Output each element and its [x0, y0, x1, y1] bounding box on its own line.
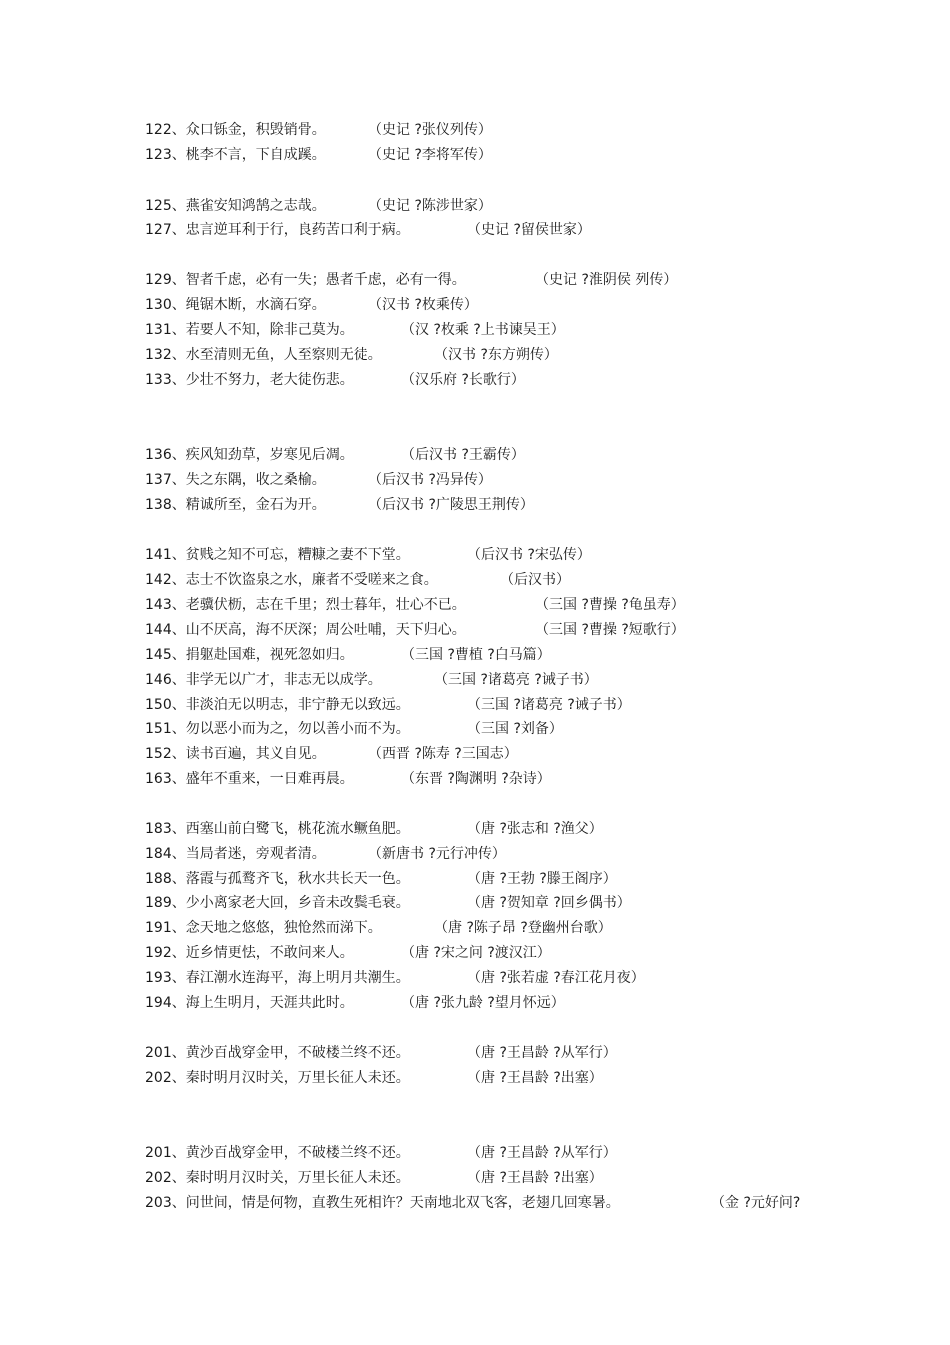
- quote-source: （唐 ?陈子昂 ?登幽州台歌）: [434, 920, 612, 936]
- quote-text: 春江潮水连海平，海上明月共潮生。: [185, 970, 410, 986]
- quote-source: （史记 ?李将军传）: [368, 147, 492, 163]
- line-number: 129、: [145, 272, 186, 288]
- quote-source: （唐 ?贺知章 ?回乡偶书）: [467, 895, 631, 911]
- quote-source: （唐 ?张若虚 ?春江花月夜）: [467, 970, 645, 986]
- quote-line: [145, 717, 563, 741]
- quote-source: （史记 ?张仪列传）: [368, 122, 492, 138]
- quote-text: 盛年不重来，一日难再晨。: [185, 771, 354, 787]
- line-number: 202、: [145, 1170, 186, 1186]
- quote-line: [145, 891, 631, 915]
- quote-line: [145, 194, 492, 218]
- quote-line: [145, 991, 565, 1015]
- quote-line: [145, 1066, 603, 1090]
- quote-source: （汉乐府 ?长歌行）: [401, 372, 525, 388]
- quote-text: 非淡泊无以明志，非宁静无以致远。: [185, 697, 410, 713]
- quote-line: [145, 143, 492, 167]
- quote-line: [145, 293, 478, 317]
- quote-text: 山不厌高，海不厌深；周公吐哺，天下归心。: [185, 622, 466, 638]
- quote-text: 若要人不知，除非己莫为。: [185, 322, 354, 338]
- quote-source: （唐 ?王昌龄 ?出塞）: [467, 1070, 603, 1086]
- quote-line: [145, 1041, 617, 1065]
- quote-text: 黄沙百战穿金甲，不破楼兰终不还。: [185, 1045, 410, 1061]
- quote-text: 燕雀安知鸿鹄之志哉。: [185, 198, 326, 214]
- quote-text: 智者千虑，必有一失；愚者千虑，必有一得。: [185, 272, 466, 288]
- quote-text: 绳锯木断，水滴石穿。: [185, 297, 326, 313]
- quote-text: 志士不饮盗泉之水，廉者不受嗟来之食。: [185, 572, 438, 588]
- quote-line: [145, 742, 518, 766]
- quote-text: 捐躯赴国难，视死忽如归。: [185, 647, 354, 663]
- quote-text: 水至清则无鱼，人至察则无徒。: [185, 347, 382, 363]
- quote-text: 众口铄金，积毁销骨。: [185, 122, 326, 138]
- line-number: 152、: [145, 746, 186, 762]
- quote-source: （金 ?元好问?: [711, 1195, 801, 1211]
- quote-source: （唐 ?张志和 ?渔父）: [467, 821, 603, 837]
- line-number: 191、: [145, 920, 186, 936]
- quote-source: （新唐书 ?元行冲传）: [368, 846, 506, 862]
- line-number: 188、: [145, 871, 186, 887]
- line-number: 133、: [145, 372, 186, 388]
- quote-line: [145, 643, 551, 667]
- quote-line: [145, 966, 645, 990]
- quote-source: （三国 ?曹操 ?短歌行）: [535, 622, 685, 638]
- quote-line: [145, 1191, 801, 1215]
- quote-line: [145, 568, 570, 592]
- line-number: 136、: [145, 447, 186, 463]
- quote-text: 落霞与孤鹜齐飞，秋水共长天一色。: [185, 871, 410, 887]
- line-number: 201、: [145, 1145, 186, 1161]
- quote-source: （后汉书）: [500, 572, 570, 588]
- quote-source: （汉书 ?东方朔传）: [434, 347, 558, 363]
- quote-line: [145, 543, 591, 567]
- quote-text: 读书百遍，其义自见。: [185, 746, 326, 762]
- quote-text: 近乡情更怯，不敢问来人。: [185, 945, 354, 961]
- quote-line: [145, 218, 591, 242]
- quote-text: 贫贱之知不可忘，糟糠之妻不下堂。: [185, 547, 410, 563]
- quote-source: （三国 ?曹植 ?白马篇）: [401, 647, 551, 663]
- line-number: 141、: [145, 547, 186, 563]
- quote-line: [145, 468, 492, 492]
- quote-text: 西塞山前白鹭飞，桃花流水鳜鱼肥。: [185, 821, 410, 837]
- quote-line: [145, 916, 612, 940]
- line-number: 150、: [145, 697, 186, 713]
- line-number: 132、: [145, 347, 186, 363]
- line-number: 131、: [145, 322, 186, 338]
- quote-source: （三国 ?刘备）: [467, 721, 563, 737]
- line-number: 183、: [145, 821, 186, 837]
- quote-line: [145, 618, 685, 642]
- quote-line: [145, 343, 558, 367]
- quote-source: （三国 ?诸葛亮 ?诫子书）: [467, 697, 631, 713]
- quote-text: 秦时明月汉时关，万里长征人未还。: [185, 1170, 410, 1186]
- quote-text: 非学无以广才，非志无以成学。: [185, 672, 382, 688]
- line-number: 123、: [145, 147, 186, 163]
- quote-line: [145, 693, 631, 717]
- line-number: 143、: [145, 597, 186, 613]
- quote-source: （史记 ?陈涉世家）: [368, 198, 492, 214]
- line-number: 202、: [145, 1070, 186, 1086]
- quote-line: [145, 268, 678, 292]
- quote-source: （唐 ?张九龄 ?望月怀远）: [401, 995, 565, 1011]
- quote-source: （唐 ?宋之问 ?渡汉江）: [401, 945, 551, 961]
- quote-line: [145, 842, 506, 866]
- line-number: 130、: [145, 297, 186, 313]
- quote-source: （汉 ?枚乘 ?上书谏吴王）: [401, 322, 565, 338]
- line-number: 151、: [145, 721, 186, 737]
- quote-source: （唐 ?王昌龄 ?从军行）: [467, 1045, 617, 1061]
- line-number: 184、: [145, 846, 186, 862]
- line-number: 137、: [145, 472, 186, 488]
- quote-text: 老骥伏枥，志在千里；烈士暮年，壮心不已。: [185, 597, 466, 613]
- quote-text: 桃李不言，下自成蹊。: [185, 147, 326, 163]
- line-number: 203、: [145, 1195, 186, 1211]
- quote-text: 失之东隅，收之桑榆。: [185, 472, 326, 488]
- quote-text: 问世间，情是何物，直教生死相许？天南地北双飞客，老翅几回寒暑。: [185, 1195, 620, 1211]
- quote-source: （唐 ?王昌龄 ?出塞）: [467, 1170, 603, 1186]
- quote-line: [145, 867, 617, 891]
- quote-source: （史记 ?淮阴侯 列传）: [535, 272, 678, 288]
- line-number: 193、: [145, 970, 186, 986]
- quote-line: [145, 1166, 603, 1190]
- quote-text: 疾风知劲草，岁寒见后凋。: [185, 447, 354, 463]
- quote-text: 当局者迷，旁观者清。: [185, 846, 326, 862]
- quote-text: 黄沙百战穿金甲，不破楼兰终不还。: [185, 1145, 410, 1161]
- quote-source: （唐 ?王昌龄 ?从军行）: [467, 1145, 617, 1161]
- quote-line: [145, 1141, 617, 1165]
- line-number: 145、: [145, 647, 186, 663]
- line-number: 125、: [145, 198, 186, 214]
- quote-line: [145, 368, 525, 392]
- line-number: 144、: [145, 622, 186, 638]
- line-number: 142、: [145, 572, 186, 588]
- quote-line: [145, 817, 603, 841]
- quote-line: [145, 443, 525, 467]
- quote-line: [145, 318, 565, 342]
- quote-line: [145, 118, 492, 142]
- line-number: 201、: [145, 1045, 186, 1061]
- quote-text: 忠言逆耳利于行，良药苦口利于病。: [185, 222, 410, 238]
- quote-source: （三国 ?曹操 ?龟虽寿）: [535, 597, 685, 613]
- quote-text: 少小离家老大回，乡音未改鬓毛衰。: [185, 895, 410, 911]
- quote-source: （后汉书 ?广陵思王荆传）: [368, 497, 534, 513]
- quote-text: 海上生明月，天涯共此时。: [185, 995, 354, 1011]
- line-number: 146、: [145, 672, 186, 688]
- quote-source: （后汉书 ?冯异传）: [368, 472, 492, 488]
- line-number: 127、: [145, 222, 186, 238]
- quote-source: （汉书 ?枚乘传）: [368, 297, 478, 313]
- quote-source: （唐 ?王勃 ?滕王阁序）: [467, 871, 617, 887]
- line-number: 122、: [145, 122, 186, 138]
- quote-text: 秦时明月汉时关，万里长征人未还。: [185, 1070, 410, 1086]
- quote-line: [145, 668, 598, 692]
- quote-source: （后汉书 ?王霸传）: [401, 447, 525, 463]
- quote-text: 勿以恶小而为之，勿以善小而不为。: [185, 721, 410, 737]
- quote-source: （三国 ?诸葛亮 ?诫子书）: [434, 672, 598, 688]
- quote-source: （后汉书 ?宋弘传）: [467, 547, 591, 563]
- quote-line: [145, 941, 551, 965]
- line-number: 163、: [145, 771, 186, 787]
- quote-text: 念天地之悠悠，独怆然而涕下。: [185, 920, 382, 936]
- line-number: 138、: [145, 497, 186, 513]
- quote-text: 少壮不努力，老大徒伤悲。: [185, 372, 354, 388]
- quote-line: [145, 593, 685, 617]
- quote-text: 精诚所至，金石为开。: [185, 497, 326, 513]
- quote-source: （东晋 ?陶渊明 ?杂诗）: [401, 771, 551, 787]
- quote-line: [145, 767, 551, 791]
- line-number: 189、: [145, 895, 186, 911]
- quote-source: （史记 ?留侯世家）: [467, 222, 591, 238]
- quote-source: （西晋 ?陈寿 ?三国志）: [368, 746, 518, 762]
- line-number: 194、: [145, 995, 186, 1011]
- quote-line: [145, 493, 534, 517]
- line-number: 192、: [145, 945, 186, 961]
